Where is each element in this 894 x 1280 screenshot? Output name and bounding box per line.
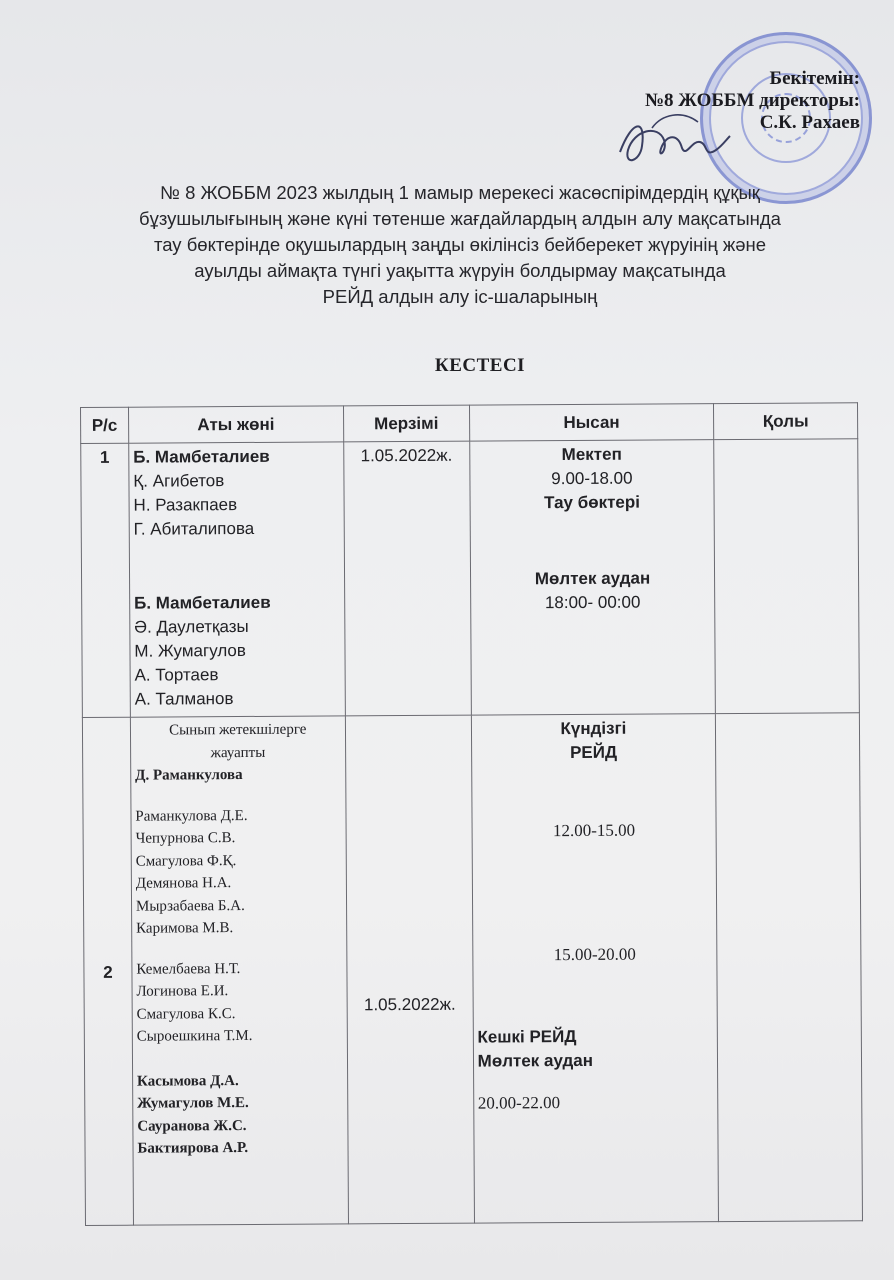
header-location: Нысан <box>469 404 714 441</box>
approval-block <box>645 68 860 134</box>
location-district: Мөлтек аудан <box>477 1050 594 1071</box>
responsible-lead: Д. Раманкулова <box>135 767 243 784</box>
raid-day-label: Күндізгі <box>560 718 627 739</box>
row-number: 1 <box>81 443 131 717</box>
header-signature: Қолы <box>714 403 858 440</box>
approval-position: №8 ЖОББМ директоры: <box>644 90 860 111</box>
time-range: 15.00-20.00 <box>553 944 636 965</box>
row-names-cell <box>129 442 345 717</box>
row-signature-cell <box>716 713 863 1222</box>
row-date <box>343 441 471 716</box>
person-name: Қ. Агибетов <box>133 471 225 491</box>
location-school: Мектеп <box>561 444 622 465</box>
time-range: 18:00- 00:00 <box>544 592 641 613</box>
responsible-label: Сынып жетекшілерге <box>169 721 307 739</box>
person-name: Сауранова Ж.С. <box>137 1117 247 1135</box>
table-row <box>81 439 860 718</box>
heading-line-2: бұзушылығының және күні төтенше жағдайлардың алдын алу мақсатында <box>139 208 781 229</box>
document-title: КЕСТЕСІ <box>434 355 526 376</box>
person-name: Смагулова Ф.Қ. <box>135 852 237 870</box>
person-name: А. Талманов <box>134 689 234 709</box>
person-name: Демянова Н.А. <box>135 875 232 892</box>
person-name: Г. Абиталипова <box>133 518 255 539</box>
person-name: Сыроешкина Т.М. <box>136 1027 253 1045</box>
heading-line-3: тау бөктерінде оқушылардың заңды өкілінсіз бейберекет жүруінің және <box>153 234 767 255</box>
person-name: Чепурнова С.В. <box>135 830 236 847</box>
responsible-label: жауапты <box>210 744 266 761</box>
person-name: Раманкулова Д.Е. <box>135 807 248 825</box>
raid-day-label: РЕЙД <box>569 742 618 763</box>
person-name: Логинова Е.И. <box>136 983 229 1000</box>
person-name: Кемелбаева Н.Т. <box>136 960 241 978</box>
person-name: Смагулова К.С. <box>136 1005 236 1023</box>
date-value: 1.05.2022ж. <box>360 445 453 466</box>
heading-line-1: № 8 ЖОББМ 2023 жылдың 1 мамыр мерекесі жасөспірімдердің құқық <box>160 182 760 203</box>
time-range: 20.00-22.00 <box>477 1093 561 1113</box>
header-date: Мерзімі <box>343 405 469 442</box>
header-number: Р/с <box>81 407 129 443</box>
row-number: 2 <box>82 717 133 1225</box>
time-range: 9.00-18.00 <box>551 468 633 489</box>
document-heading <box>100 180 820 310</box>
heading-line-4: ауылды аймақта түнгі уақытта жүруін болдырмау мақсатында <box>194 260 726 281</box>
row-signature-cell <box>714 439 859 714</box>
location-district: Мөлтек аудан <box>534 568 651 589</box>
group-lead: Б. Мамбеталиев <box>133 446 270 467</box>
person-name: Ә. Даулетқазы <box>134 616 249 637</box>
person-name: А. Тортаев <box>134 665 219 685</box>
location-foothills: Тау бөктері <box>544 492 641 513</box>
person-name: Каримова М.В. <box>136 920 234 937</box>
table-header-row <box>81 403 858 444</box>
person-name: М. Жумагулов <box>134 640 246 661</box>
person-name: Касымова Д.А. <box>136 1072 239 1090</box>
group-lead: Б. Мамбеталиев <box>134 592 271 613</box>
heading-line-5: РЕЙД алдын алу іс-шаларының <box>322 286 598 307</box>
schedule-table <box>80 402 863 1226</box>
person-name: Жумагулов М.Е. <box>137 1094 249 1112</box>
person-name: Бактиярова А.Р. <box>137 1139 249 1157</box>
person-name: Н. Разакпаев <box>133 495 238 515</box>
approval-label: Бекітемін: <box>769 68 860 89</box>
person-name: Мырзабаева Б.А. <box>135 897 245 915</box>
row-location-cell <box>471 714 719 1223</box>
header-name: Аты жөні <box>128 406 343 443</box>
time-range: 12.00-15.00 <box>552 820 636 841</box>
row-names-cell <box>130 716 348 1225</box>
row-location-cell <box>469 440 715 715</box>
approval-director-name: С.К. Рахаев <box>759 112 860 133</box>
raid-evening-label: Кешкі РЕЙД <box>477 1026 577 1047</box>
date-value: 1.05.2022ж. <box>363 994 456 1014</box>
row-date <box>345 715 474 1224</box>
table-row <box>82 713 862 1226</box>
